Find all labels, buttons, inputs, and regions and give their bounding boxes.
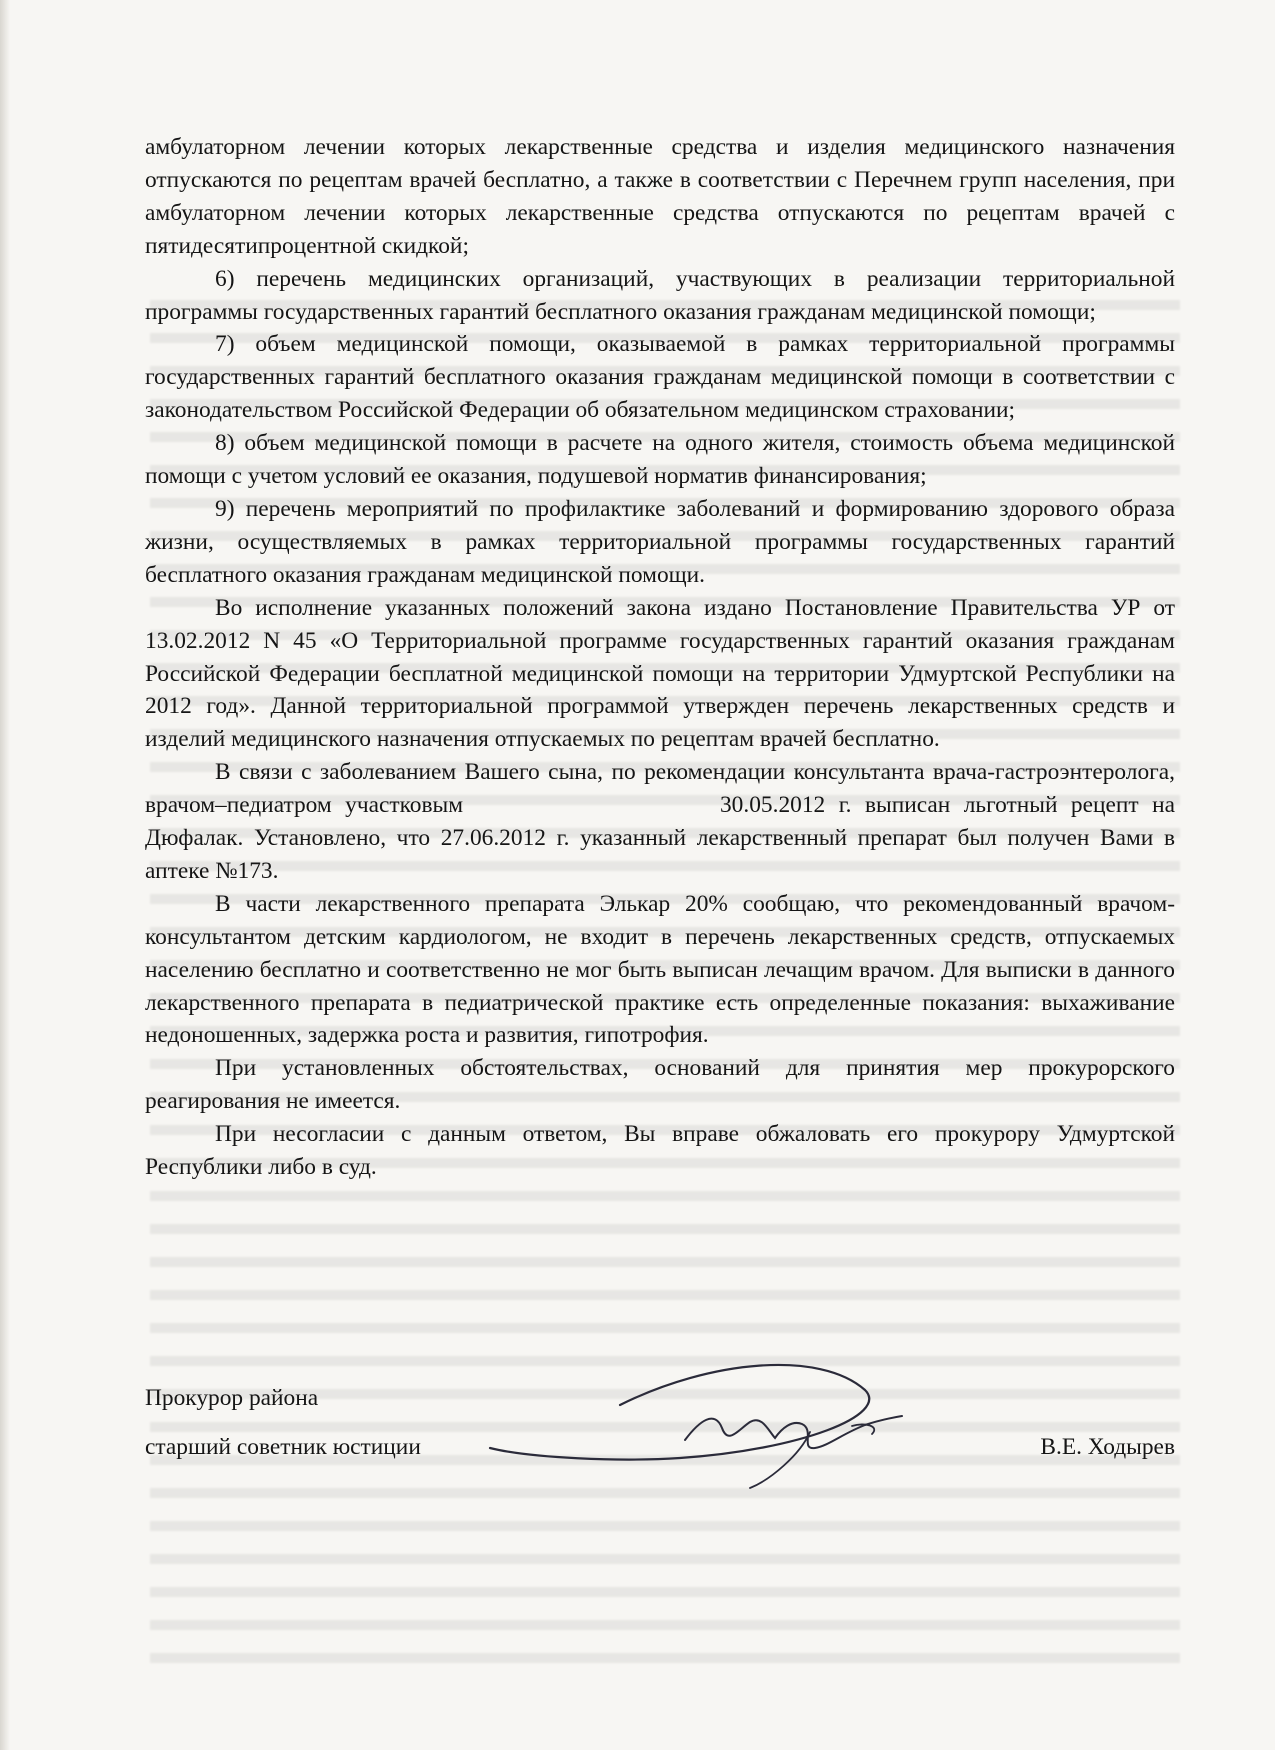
paragraph-circumstances: При установленных обстоятельствах, оснований для принятия мер прокурорского реагирования не имеется. xyxy=(145,1055,1175,1115)
signatory-position: Прокурор района xyxy=(145,1385,319,1411)
paragraph-item-6: 6) перечень медицинских организаций, участвующих в реализации территориальной программы государственных гарантий бесплатного оказания гражданам медицинской помощи; xyxy=(145,265,1175,325)
signature-block xyxy=(145,1382,1175,1462)
paragraph-appeal: При несогласии с данным ответом, Вы вправе обжаловать его прокурору Удмуртской Республики либо в суд. xyxy=(145,1121,1175,1181)
paragraph-prescription-part1: В связи с заболеванием Вашего сына, по рекомендации консультанта врача-гастроэнтеролога, врачом–педиатром участковым xyxy=(145,759,1175,819)
paragraph-item-7: 7) объем медицинской помощи, оказываемой в рамках территориальной программы государственных гарантий бесплатного оказания гражданам медицинской помощи в соответствии с законодательством Российской Федерации об обязательном медицинском страховании; xyxy=(145,331,1175,424)
document-body xyxy=(145,131,1175,1184)
paragraph-item-9: 9) перечень мероприятий по профилактике заболеваний и формированию здорового образа жизни, осуществляемых в рамках территориальной программы государственных гарантий бесплатного оказания гражданам медицинской помощи. xyxy=(145,495,1175,588)
paragraph-prescription xyxy=(145,756,1175,888)
paragraph-continuation: амбулаторном лечении которых лекарственные средства и изделия медицинского назначения отпускаются по рецептам врачей бесплатно, а также в соответствии с Перечнем групп населения, при амбулаторном лечении которых лекарственные средства отпускаются по рецептам врачей с пятидесятипроцентной скидкой; xyxy=(145,134,1175,259)
signatory-name: В.Е. Ходырев xyxy=(1040,1434,1175,1460)
paragraph-resolution: Во исполнение указанных положений закона издано Постановление Правительства УР от 13.02.2012 N 45 «О Территориальной программе государственных гарантий оказания гражданам Российской Федерации бесплатной медицинской помощи на территории Удмуртской Республики на 2012 год». Данной территориальной программой утвержден перечень лекарственных средств и изделий медицинского назначения отпускаемых по рецептам врачей бесплатно. xyxy=(145,594,1175,753)
scan-edge-shadow xyxy=(0,0,10,1750)
paragraph-elkar: В части лекарственного препарата Элькар 20% сообщаю, что рекомендованный врачом-консультантом детским кардиологом, не входит в перечень лекарственных средств, отпускаемых населению бесплатно и соответственно не мог быть выписан лечащим врачом. Для выписки в данного лекарственного препарата в педиатрической практике есть определенные показания: выхаживание недоношенных, задержка роста и развития, гипотрофия. xyxy=(145,890,1175,1049)
paragraph-prescription-part2: 30.05.2012 г. выписан льготный рецепт на Дюфалак. Установлено, что 27.06.2012 г. указанный лекарственный препарат был получен Вами в аптеке №173. xyxy=(145,792,1175,884)
paragraph-item-8: 8) объем медицинской помощи в расчете на одного жителя, стоимость объема медицинской помощи с учетом условий ее оказания, подушевой норматив финансирования; xyxy=(145,430,1175,490)
signatory-rank: старший советник юстиции xyxy=(145,1434,421,1460)
